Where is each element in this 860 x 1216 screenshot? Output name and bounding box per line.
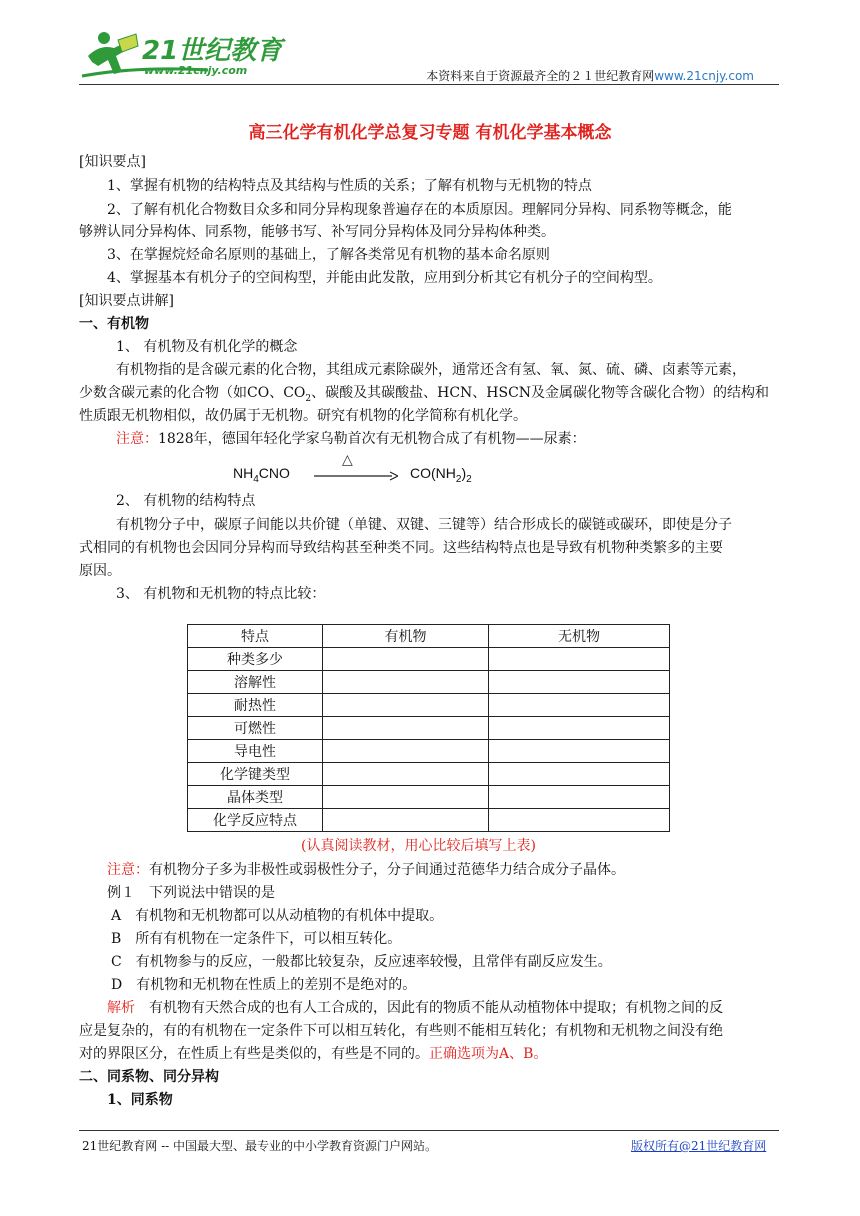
key-points-heading: [知识要点] <box>79 154 146 170</box>
explain-heading: [知识要点讲解] <box>79 293 174 309</box>
header-divider <box>79 84 779 85</box>
product-paren: ) <box>461 465 467 481</box>
copyright-link[interactable]: 版权所有@21世纪教育网 <box>631 1139 767 1153</box>
example-question: 例１ 下列说法中错误的是 <box>107 885 275 901</box>
comparison-table <box>187 624 670 832</box>
key-point-3: 3、在掌握烷烃命名原则的基础上，了解各类常见有机物的基本命名原则 <box>107 247 550 263</box>
note-2-label: 注意： <box>107 862 149 878</box>
reactant-cno: CNO <box>258 465 290 481</box>
part1-text-a: 有机物指的是含碳元素的化合物，其组成元素除碳外，通常还含有氢、氧、氮、硫、磷、卤素等元素， <box>116 362 746 378</box>
option-d: D 有机物和无机物在性质上的差别不是绝对的。 <box>111 977 417 993</box>
key-point-4: 4、掌握基本有机分子的空间构型，并能由此发散，应用到分析其它有机分子的空间构型。 <box>107 270 662 286</box>
part1-text-b-rest: 、碳酸及其碳酸盐、HCN、HSCN及金属碳化物等含碳化合物）的结构和 <box>311 385 770 401</box>
inorganic-cell[interactable] <box>489 763 670 786</box>
footer-divider <box>79 1130 779 1131</box>
organic-cell[interactable] <box>323 763 489 786</box>
table-row <box>188 717 670 740</box>
co2-subscript: 2 <box>305 393 312 404</box>
part1-text-b <box>79 383 769 409</box>
note-1-text: 1828年，德国年轻化学家乌勒首次有无机物合成了有机物——尿素： <box>158 431 586 447</box>
key-point-1: 1、掌握有机物的结构特点及其结构与性质的关系；了解有机物与无机物的特点 <box>107 178 592 194</box>
organic-cell[interactable] <box>323 671 489 694</box>
organic-cell[interactable] <box>323 740 489 763</box>
table-row <box>188 694 670 717</box>
footer-text: 21世纪教育网 -- 中国最大型、最专业的中小学教育资源门户网站。 <box>82 1139 438 1153</box>
inorganic-cell[interactable] <box>489 648 670 671</box>
analysis-line-c <box>79 1044 547 1064</box>
row-label: 可燃性 <box>188 717 323 740</box>
table-caption: (认真阅读教材，用心比较后填写上表) <box>301 838 536 854</box>
table-row <box>188 786 670 809</box>
reactant-nh: NH <box>233 465 254 481</box>
table-row <box>188 671 670 694</box>
part1-text-c: 性质跟无机物相似，故仍属于无机物。研究有机物的化学简称有机化学。 <box>79 408 527 424</box>
page-title: 高三化学有机化学总复习专题 有机化学基本概念 <box>248 123 612 143</box>
table-row <box>188 740 670 763</box>
inorganic-cell[interactable] <box>489 786 670 809</box>
row-label: 化学反应特点 <box>188 809 323 832</box>
row-label: 晶体类型 <box>188 786 323 809</box>
logo-text: 21世纪教育 <box>142 36 283 66</box>
organic-cell[interactable] <box>323 809 489 832</box>
part1-sub3: 3、 有机物和无机物的特点比较： <box>116 586 326 602</box>
key-point-2b: 够辨认同分异构体、同系物，能够书写、补写同分异构体及同分异构体种类。 <box>79 224 555 240</box>
part2-sub1: 1、同系物 <box>107 1092 173 1108</box>
analysis-line-a <box>107 998 723 1018</box>
equation-product <box>410 463 472 490</box>
table-row <box>188 648 670 671</box>
table-header-row <box>188 625 670 648</box>
equation-condition: △ <box>342 452 353 468</box>
key-point-2a: 2、了解有机化合物数目众多和同分异构现象普遍存在的本质原因。理解同分异构、同系物等概念，能 <box>107 202 732 218</box>
product-sub2: 2 <box>466 473 472 485</box>
site-logo <box>78 26 288 88</box>
organic-cell[interactable] <box>323 648 489 671</box>
note-2 <box>107 860 625 880</box>
inorganic-cell[interactable] <box>489 717 670 740</box>
option-c: C 有机物参与的反应，一般都比较复杂，反应速率较慢，且常伴有副反应发生。 <box>111 954 612 970</box>
row-label: 溶解性 <box>188 671 323 694</box>
row-label: 导电性 <box>188 740 323 763</box>
note-2-text: 有机物分子多为非极性或弱极性分子，分子间通过范德华力结合成分子晶体。 <box>149 862 625 878</box>
analysis-text-a: 有机物有天然合成的也有人工合成的，因此有的物质不能从动植物体中提取；有机物之间的反 <box>135 1000 723 1016</box>
inorganic-cell[interactable] <box>489 809 670 832</box>
analysis-line-b: 应是复杂的，有的有机物在一定条件下可以相互转化，有些则不能相互转化；有机物和无机物之间没有绝 <box>79 1023 723 1039</box>
table-row <box>188 809 670 832</box>
analysis-text-c: 对的界限区分，在性质上有些是类似的，有些是不同的。 <box>79 1046 429 1062</box>
product-con: CO(NH <box>410 465 456 481</box>
part1-text-b-start: 少数含碳元素的化合物（如CO、CO <box>79 385 306 401</box>
row-label: 化学键类型 <box>188 763 323 786</box>
option-b: B 所有有机物在一定条件下，可以相互转化。 <box>111 931 402 947</box>
inorganic-cell[interactable] <box>489 671 670 694</box>
header-note-text: 本资料来自于资源最齐全的２１世纪教育网 <box>426 69 655 83</box>
note-1-label: 注意： <box>116 431 158 447</box>
row-label: 种类多少 <box>188 648 323 671</box>
analysis-label: 解析 <box>107 1000 135 1016</box>
analysis-answer: 正确选项为A、B。 <box>429 1046 548 1062</box>
row-label: 耐热性 <box>188 694 323 717</box>
part1-sub1: 1、 有机物及有机化学的概念 <box>116 339 298 355</box>
table-header-cell: 特点 <box>188 625 323 648</box>
part2-heading: 二、同系物、同分异构 <box>79 1069 219 1085</box>
header-note <box>426 67 754 84</box>
part2-text-c: 原因。 <box>79 563 121 579</box>
equation-reactant <box>233 463 290 490</box>
reaction-arrow-icon <box>314 466 398 476</box>
table-header-cell: 无机物 <box>489 625 670 648</box>
organic-cell[interactable] <box>323 786 489 809</box>
logo-url: www.21cnjy.com <box>144 64 248 77</box>
product-sub1: 2 <box>455 473 462 485</box>
inorganic-cell[interactable] <box>489 694 670 717</box>
header-site-link[interactable]: www.21cnjy.com <box>654 69 754 83</box>
part2-text-a: 有机物分子中，碳原子间能以共价键（单键、双键、三键等）结合形成长的碳链或碳环，即使是分子 <box>116 517 732 533</box>
option-a: A 有机物和无机物都可以从动植物的有机体中提取。 <box>111 908 444 924</box>
table-header-cell: 有机物 <box>323 625 489 648</box>
inorganic-cell[interactable] <box>489 740 670 763</box>
organic-cell[interactable] <box>323 717 489 740</box>
part2-text-b: 式相同的有机物也会因同分异构而导致结构甚至种类不同。这些结构特点也是导致有机物种类繁多的主要 <box>79 540 723 556</box>
reactant-sub: 4 <box>253 473 259 485</box>
table-row <box>188 763 670 786</box>
part1-sub2: 2、 有机物的结构特点 <box>116 493 256 509</box>
organic-cell[interactable] <box>323 694 489 717</box>
note-1 <box>116 429 586 449</box>
part1-heading: 一、有机物 <box>79 316 149 332</box>
